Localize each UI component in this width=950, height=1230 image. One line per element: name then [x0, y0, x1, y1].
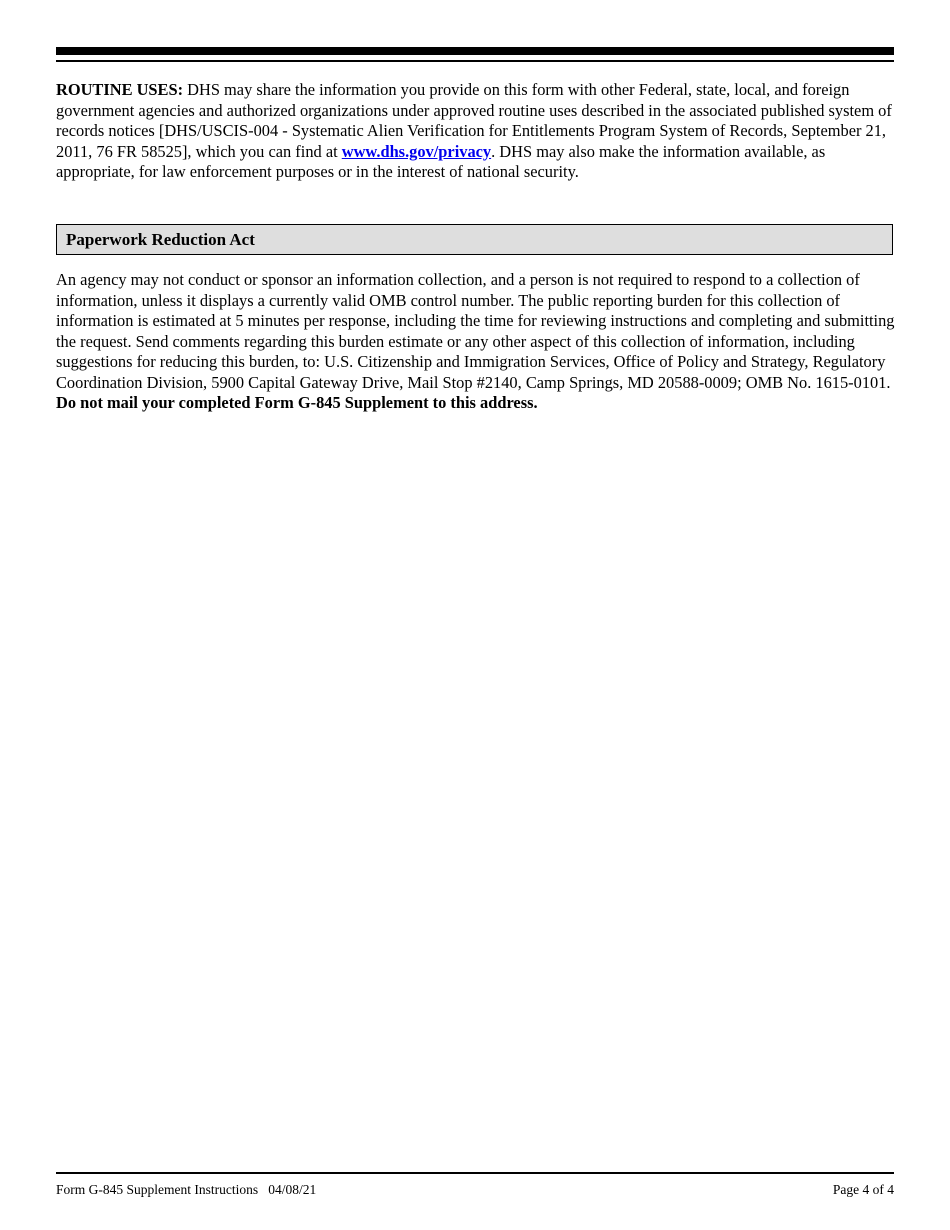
section-heading: Paperwork Reduction Act	[66, 230, 255, 249]
routine-uses-paragraph	[56, 80, 898, 183]
paperwork-reduction-paragraph	[56, 270, 898, 414]
paperwork-reduction-header	[56, 224, 893, 255]
routine-uses-label: ROUTINE USES:	[56, 80, 184, 99]
footer-rule	[56, 1172, 894, 1174]
routine-uses-text-end: . DHS may also make the information available, as appropriate, for law enforcement purposes or in the interest of national security.	[56, 141, 826, 181]
form-identifier: Form G-845 Supplement Instructions 04/08/21	[56, 1182, 317, 1197]
paperwork-reduction-body: An agency may not conduct or sponsor an information collection, and a person is not required to respond to a collection of information, unless it displays a currently valid OMB control number. The public reporting burden for this collection of information is estimated at 5 minutes per response, including the time for reviewing instructions and completing and submitting the request. Send comments regarding this burden estimate or any other aspect of this collection of information, including suggestions for reducing this burden, to: U.S. Citizenship and Immigration Services, Office of Policy and Strategy, Regulatory Coordination Division, 5900 Capital Gateway Drive, Mail Stop #2140, Camp Springs, MD 20588-0009; OMB No. 1615-0101.	[56, 270, 895, 392]
page-number: Page 4 of 4	[832, 1182, 894, 1197]
top-rule-thick	[56, 47, 894, 55]
privacy-link[interactable]: www.dhs.gov/privacy	[341, 141, 492, 161]
routine-uses-text: DHS may share the information you provide on this form with other Federal, state, local, and foreign government agencies and authorized organizations under approved routine uses described in the associated published system of records notices [DHS/USCIS-004 - Systematic Alien Verification for Entitlements Program System of Records, September 21, 2011, 76 FR 58525], which you can find at	[56, 80, 892, 161]
paperwork-reduction-warning: Do not mail your completed Form G-845 Supplement to this address.	[56, 393, 538, 412]
top-rule-thin	[56, 60, 894, 62]
